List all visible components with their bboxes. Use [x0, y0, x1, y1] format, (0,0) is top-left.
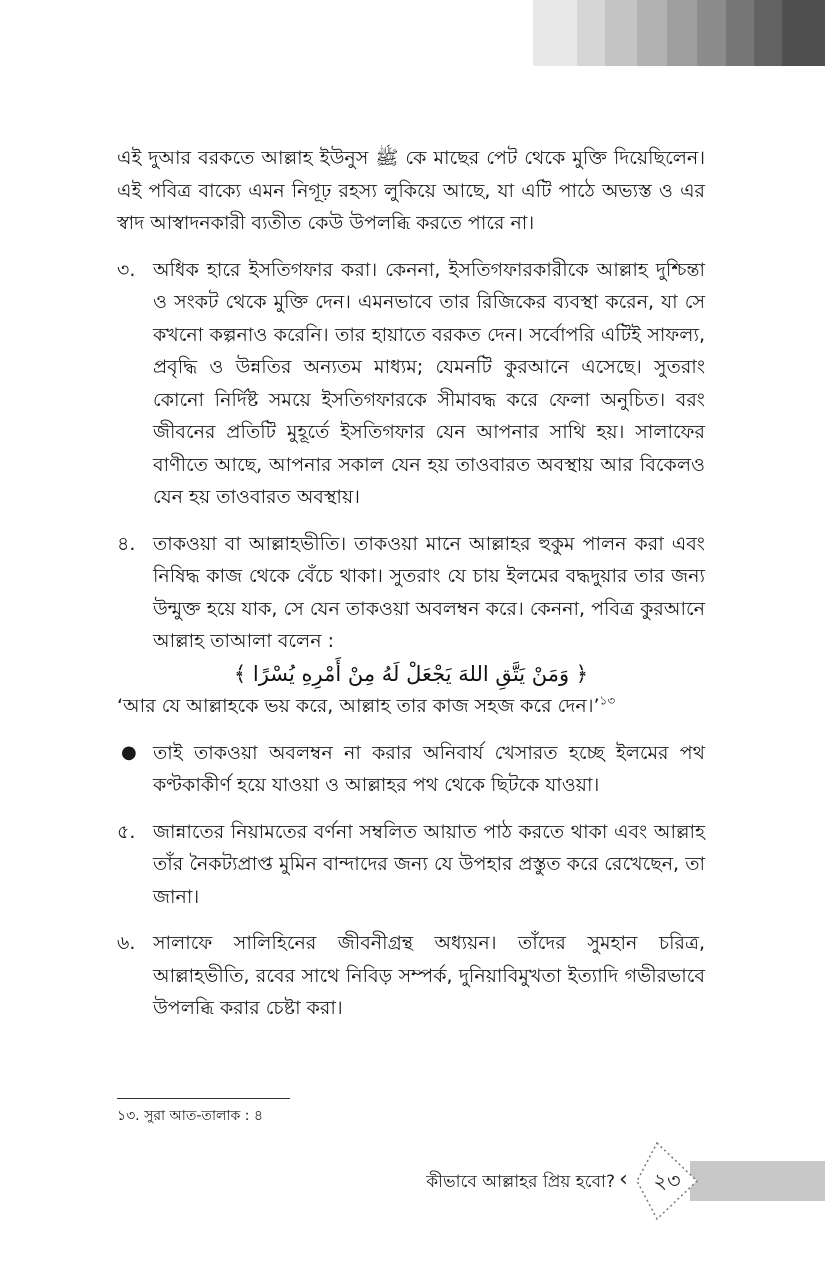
list-item-number: ৪. [117, 532, 136, 555]
bullet-item [117, 737, 705, 802]
list-item-text: তাকওয়া বা আল্লাহভীতি। তাকওয়া মানে আল্লাহর হুকুম পালন করা এবং নিষিদ্ধ কাজ থেকে বেঁচে থাকা। সুতরাং যে চায় ইলমের বদ্ধদুয়ার তার জন্য উন্মুক্ত হয়ে যাক, সে যেন তাকওয়া অবলম্বন করে। কেননা, পবিত্র কুরআনে আল্লাহ তাআলা বলেন : [153, 532, 705, 652]
header-bar [667, 0, 697, 66]
intro-paragraph: এই দুআর বরকতে আল্লাহ ইউনুস ﷺ কে মাছের পেট থেকে মুক্তি দিয়েছিলেন। এই পবিত্র বাক্যে এমন নিগূঢ় রহস্য লুকিয়ে আছে, যা এটি পাঠে অভ্যস্ত ও এর স্বাদ আস্বাদনকারী ব্যতীত কেউ উপলব্ধি করতে পারে না। [117, 147, 705, 234]
header-bar [533, 0, 577, 66]
running-footer-title: কীভাবে আল্লাহর প্রিয় হবো? [426, 1172, 615, 1192]
list-item-text: সালাফে সালিহিনের জীবনীগ্রন্থ অধ্যয়ন। তাঁদের সুমহান চরিত্র, আল্লাহভীতি, রবের সাথে নিবিড় সম্পর্ক, দুনিয়াবিমুখতা ইত্যাদি গভীরভাবে উপলব্ধি করার চেষ্টা করা। [153, 932, 705, 1019]
footnote-reference: ১৩ [599, 693, 616, 708]
list-item-text: অধিক হারে ইসতিগফার করা। কেননা, ইসতিগফারকারীকে আল্লাহ দুশ্চিন্তা ও সংকট থেকে মুক্তি দেন। এমনভাবে তার রিজিকের ব্যবস্থা করেন, যা সে কখনো কল্পনাও করেনি। তার হায়াতে বরকত দেন। সর্বোপরি এটিই সাফল্য, প্রবৃদ্ধি ও উন্নতির অন্যতম মাধ্যম; যেমনটি কুরআনে এসেছে। সুতরাং কোনো নির্দিষ্ট সময়ে ইসতিগফারকে সীমাবদ্ধ করে ফেলা অনুচিত। বরং জীবনের প্রতিটি মুহূর্তে ইসতিগফার যেন আপনার সাথি হয়। সালাফের বাণীতে আছে, আপনার সকাল যেন হয় তাওবারত অবস্থায় আর বিকেলও যেন হয় তাওবারত অবস্থায়। [153, 258, 705, 508]
list-item-number: ৩. [117, 258, 136, 281]
chevron-left-icon: ‹ [619, 1167, 628, 1192]
footnote-divider [117, 1098, 290, 1099]
list-item-4 [117, 528, 705, 658]
verse-translation-text: ‘আর যে আল্লাহকে ভয় করে, আল্লাহ তার কাজ সহজ করে দেন।’ [117, 695, 600, 717]
header-bar [782, 0, 825, 66]
footnote: ১৩. সুরা আত-তালাক : ৪ [117, 1108, 263, 1124]
page-number: ২৩ [653, 1169, 681, 1193]
list-item-3 [117, 254, 705, 514]
list-item-6 [117, 927, 705, 1025]
list-item-5 [117, 816, 705, 914]
header-bar [754, 0, 782, 66]
header-bar [637, 0, 667, 66]
list-item-number: ৬. [117, 932, 136, 954]
header-bar [605, 0, 637, 66]
arabic-verse: ﴿ وَمَنْ يَتَّقِ اللهَ يَجْعَلْ لَهُ مِنْ أَمْرِهِ يُسْرًا ﴾ [233, 661, 589, 686]
header-bar [726, 0, 754, 66]
list-item-text: জান্নাতের নিয়ামতের বর্ণনা সম্বলিত আয়াত পাঠ করতে থাকা এবং আল্লাহ তাঁর নৈকট্যপ্রাপ্ত মুমিন বান্দাদের জন্য যে উপহার প্রস্তুত করে রেখেছেন, তা জানা। [153, 820, 705, 908]
page-body [117, 142, 705, 1025]
bullet-icon: ● [121, 741, 137, 763]
bullet-text: তাই তাকওয়া অবলম্বন না করার অনিবার্য খেসারত হচ্ছে ইলমের পথ কণ্টকাকীর্ণ হয়ে যাওয়া ও আল্লাহর পথ থেকে ছিটকে যাওয়া। [153, 741, 705, 796]
list-item-number: ৫. [117, 820, 136, 843]
verse-translation [117, 690, 705, 723]
header-decoration-bars [533, 0, 825, 66]
header-bar [577, 0, 605, 66]
header-bar [697, 0, 726, 66]
